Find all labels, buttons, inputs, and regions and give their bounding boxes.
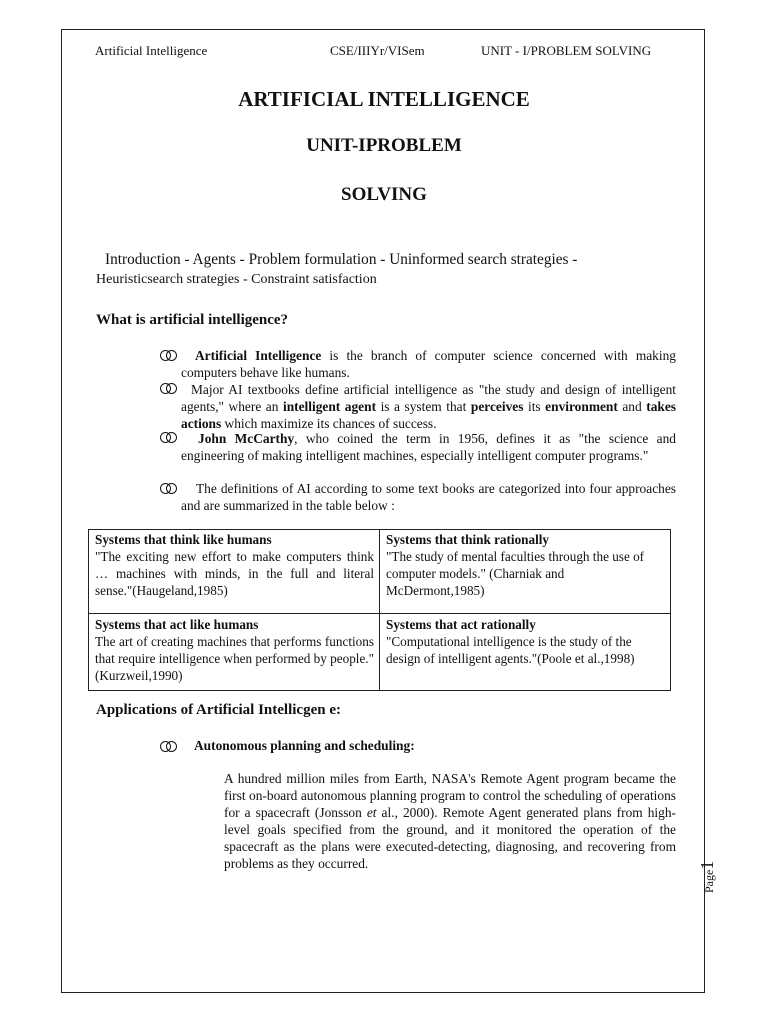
table-cell-think-humans <box>89 530 380 614</box>
bullet-bold-term: perceives <box>470 399 524 414</box>
table-cell-heading: Systems that think like humans <box>95 532 272 547</box>
bullet-definitions <box>181 480 676 514</box>
table-cell-heading: Systems that think rationally <box>386 532 550 547</box>
bullet-text: is the branch of computer science concerned with making computers behave like humans. <box>181 348 676 380</box>
table-cell-text: "The study of mental faculties through the use of computer models." (Charniak and McDermont,1985) <box>386 549 645 598</box>
table-cell-heading: Systems that act like humans <box>95 617 259 632</box>
bullet-bold-term: environment <box>545 399 618 414</box>
paragraph-remote-agent <box>224 770 676 872</box>
bullet-ai-definition <box>181 347 676 381</box>
page-label: Page <box>702 869 716 893</box>
section-heading-what-is-ai: What is artificial intelligence? <box>96 312 289 328</box>
bullet-icon <box>160 741 182 753</box>
table-cell-text: The art of creating machines that performs functions that require intelligence when performed by people."(Kurzweil,1990) <box>95 634 374 683</box>
bullet-text: and <box>617 399 647 414</box>
table-cell-act-humans <box>89 614 380 691</box>
topics-line-1: Introduction - Agents - Problem formulation - Uninformed search strategies - <box>105 251 578 268</box>
bullet-textbooks <box>181 381 676 432</box>
ai-definitions-table <box>88 529 671 691</box>
bullet-text: The definitions of AI according to some text books are categorized into four approaches and are summarized in the table below : <box>181 481 676 513</box>
page-number <box>697 861 718 893</box>
table-row <box>89 614 671 691</box>
table-cell-heading: Systems that act rationally <box>386 617 536 632</box>
table-cell-text: "The exciting new effort to make computers think … machines with minds, in the full and literal sense."(Haugeland,1985) <box>95 549 374 598</box>
header-subject: Artificial Intelligence <box>95 43 208 58</box>
bullet-icon <box>160 383 182 395</box>
bullet-icon <box>160 483 182 495</box>
page-number-value: 1 <box>697 860 717 870</box>
bullet-bold-term: Artificial Intelligence <box>195 348 322 363</box>
page-title: ARTIFICIAL INTELLIGENCE <box>238 87 530 111</box>
bullet-icon <box>160 350 182 362</box>
bullet-mccarthy <box>181 430 676 464</box>
table-cell-think-rationally <box>380 530 671 614</box>
sub-heading-planning: Autonomous planning and scheduling: <box>194 738 415 753</box>
bullet-text: Major AI textbooks define artificial intelligence as "the study and design of intelligent agents," where an <box>181 382 676 414</box>
bullet-bold-term: takes actions <box>181 399 676 431</box>
table-row <box>89 530 671 614</box>
paragraph-text: al., 2000). Remote Agent generated plans from high-level goals specified from the ground, and it monitored the operation of the spacecraft as the plans were executed-detecting, diagnosing, and recovering from problems as they occurred. <box>224 805 676 871</box>
table-cell-act-rationally <box>380 614 671 691</box>
header-unit: UNIT - I/PROBLEM SOLVING <box>481 43 652 58</box>
bullet-bold-term: intelligent agent <box>282 399 377 414</box>
section-heading-applications: Applications of Artificial Intellicgen e: <box>96 702 341 718</box>
topics-line-2: Heuristicsearch strategies - Constraint satisfaction <box>96 272 377 287</box>
header-course: CSE/IIIYr/VISem <box>330 43 425 58</box>
bullet-bold-term: John McCarthy <box>198 431 295 446</box>
paragraph-italic: et <box>366 805 377 820</box>
bullet-text: is a system that <box>376 399 471 414</box>
bullet-text: , who coined the term in 1956, defines it as "the science and engineering of making intelligent machines, especially intelligent computer programs." <box>181 431 676 463</box>
bullet-icon <box>160 432 182 444</box>
paragraph-text: A hundred million miles from Earth, NASA's Remote Agent program became the first on-board autonomous planning program to control the scheduling of operations for a spacecraft (Jonsson <box>224 771 676 820</box>
unit-title: UNIT-IPROBLEM <box>306 135 462 156</box>
bullet-text: which maximize its chances of success. <box>221 416 437 431</box>
bullet-text: its <box>523 399 546 414</box>
table-cell-text: "Computational intelligence is the study of the design of intelligent agents."(Poole et al.,1998) <box>386 634 635 666</box>
unit-subject: SOLVING <box>341 184 427 205</box>
